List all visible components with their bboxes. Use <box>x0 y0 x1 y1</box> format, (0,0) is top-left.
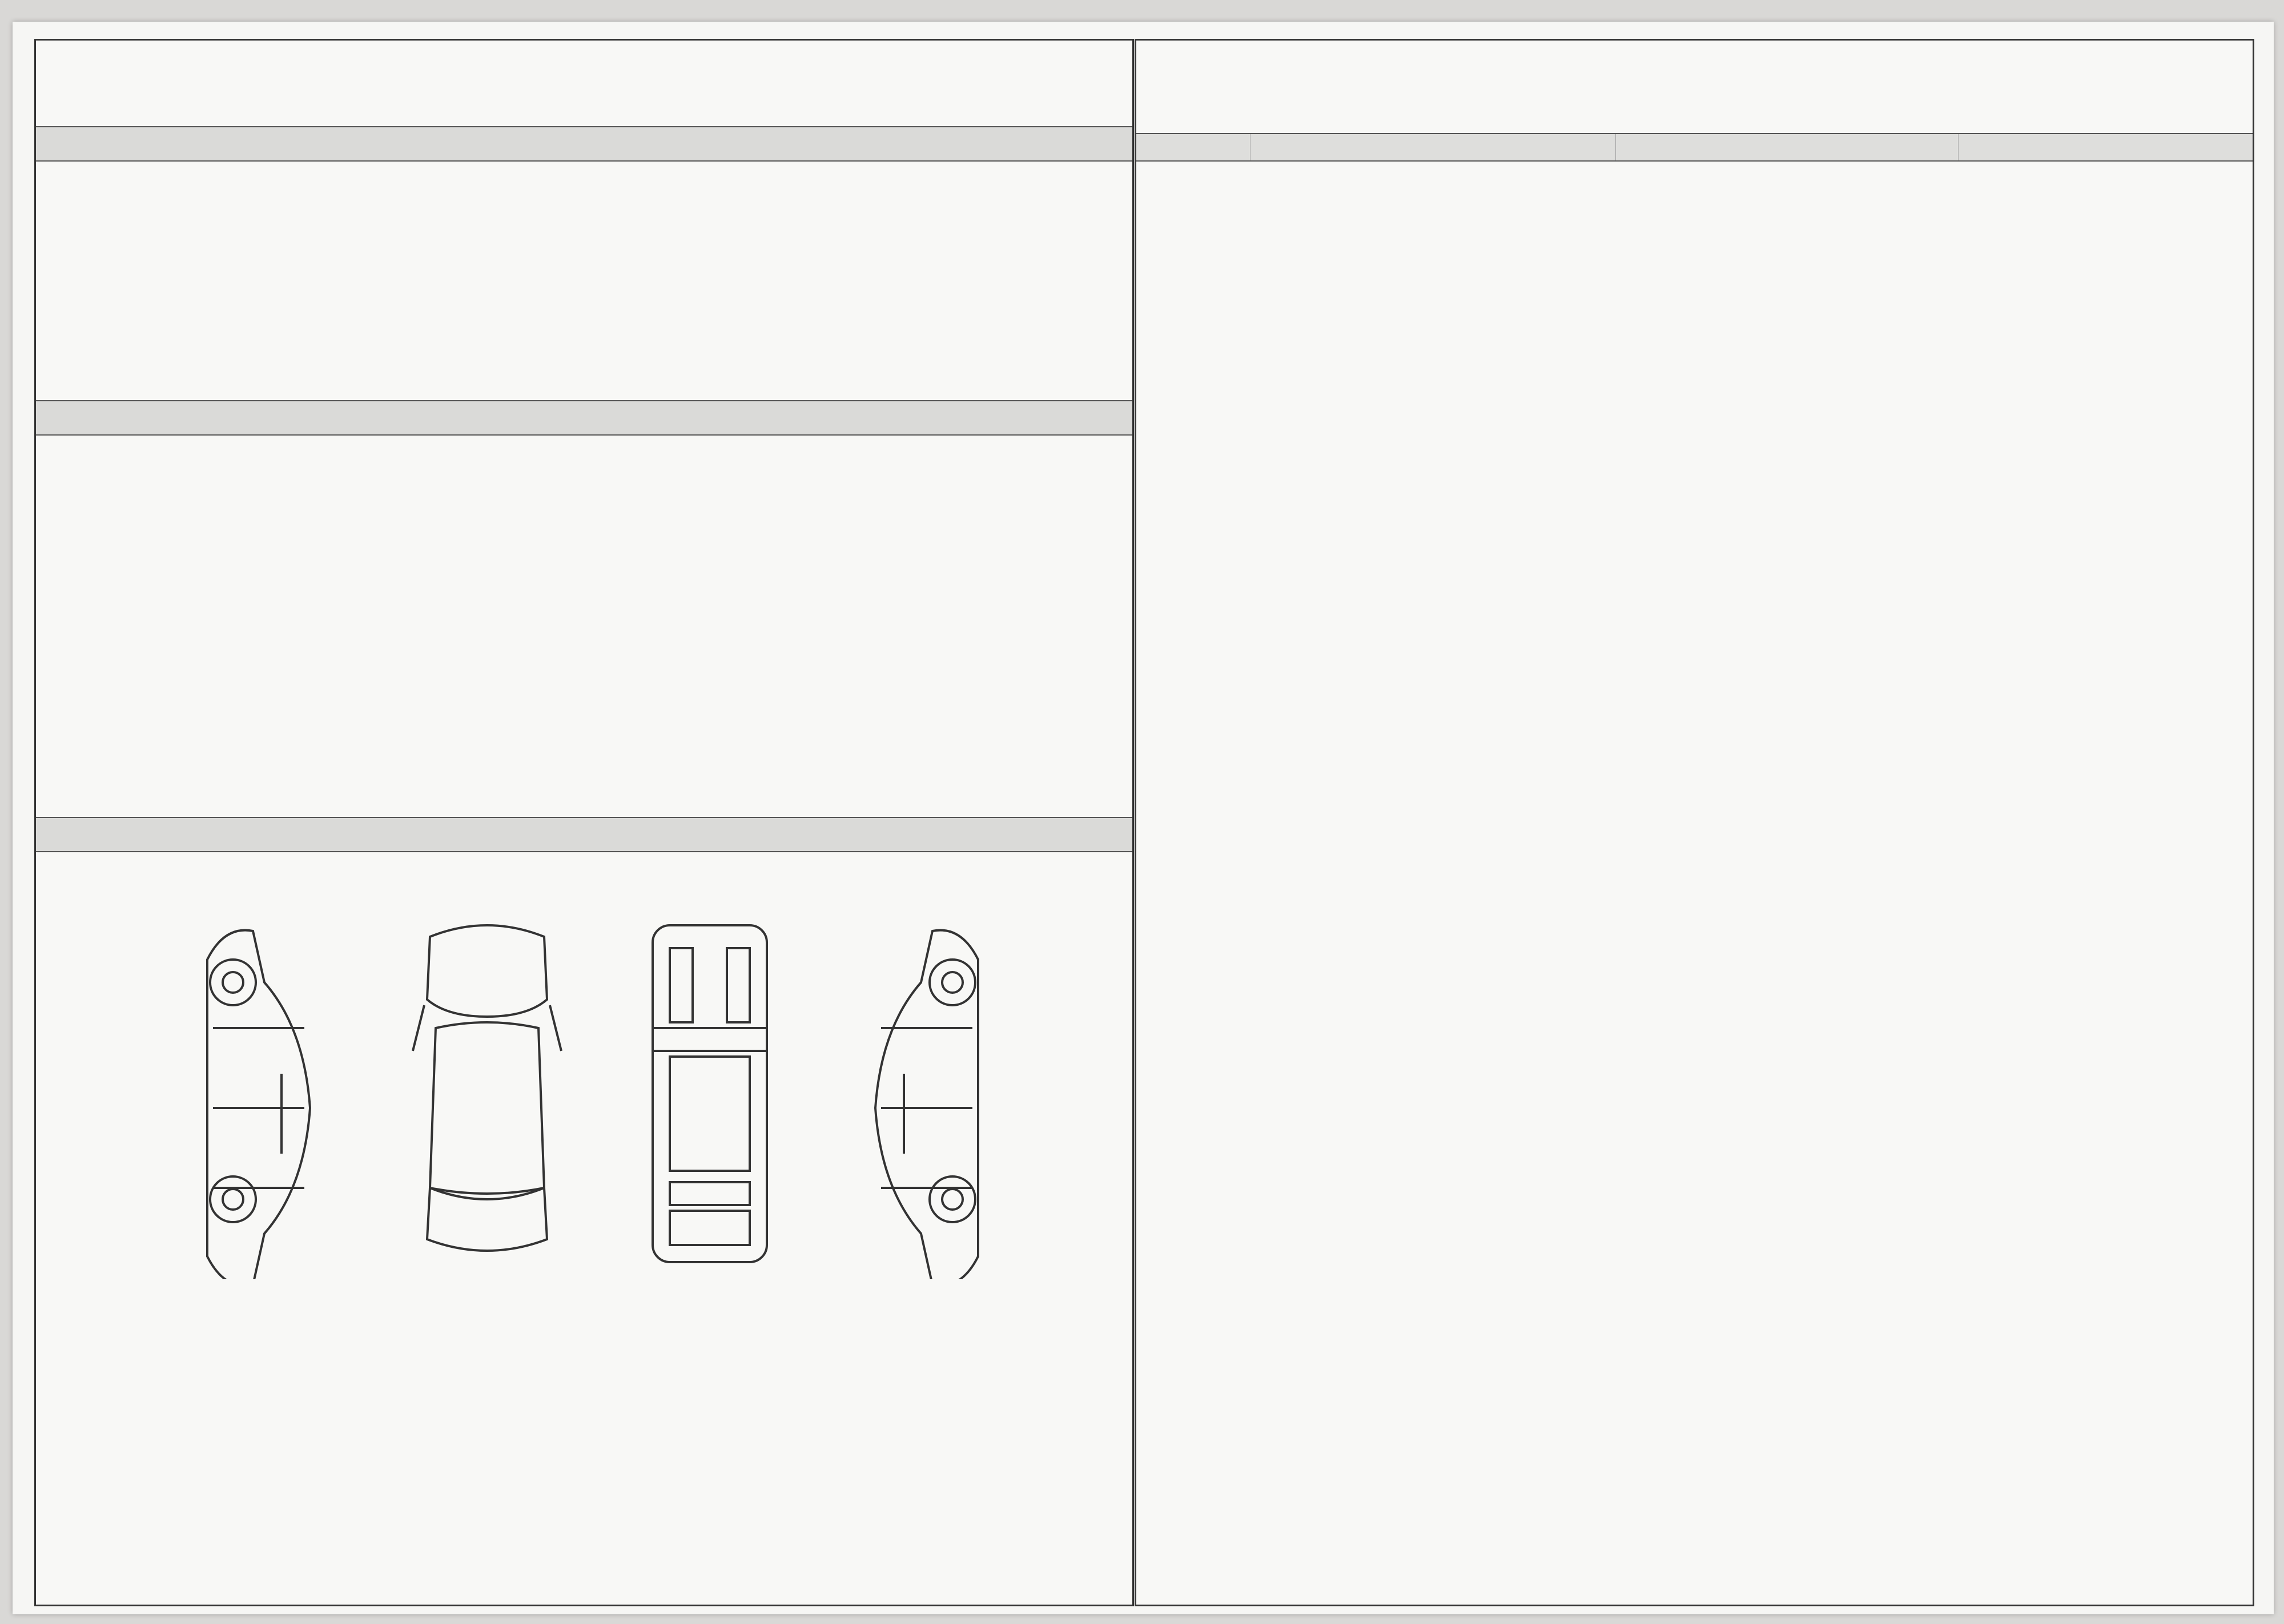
detail-column-header <box>1136 133 2253 162</box>
col-main-device <box>1136 134 1250 160</box>
detail-header <box>1136 60 2253 86</box>
car-top-view <box>413 925 561 1251</box>
col-price-note <box>1959 134 2253 160</box>
left-panel <box>34 39 1134 1606</box>
col-item <box>1250 134 1616 160</box>
car-left-side-view <box>207 930 310 1279</box>
right-panel <box>1135 39 2254 1606</box>
overall-header <box>36 400 1132 436</box>
basic-info-header <box>36 126 1132 162</box>
car-frame-view <box>653 925 767 1262</box>
car-right-side-view <box>875 930 978 1279</box>
inspection-sheet <box>13 22 2274 1614</box>
car-damage-diagram <box>36 914 1132 1279</box>
accident-header <box>36 817 1132 852</box>
col-status <box>1616 134 1959 160</box>
